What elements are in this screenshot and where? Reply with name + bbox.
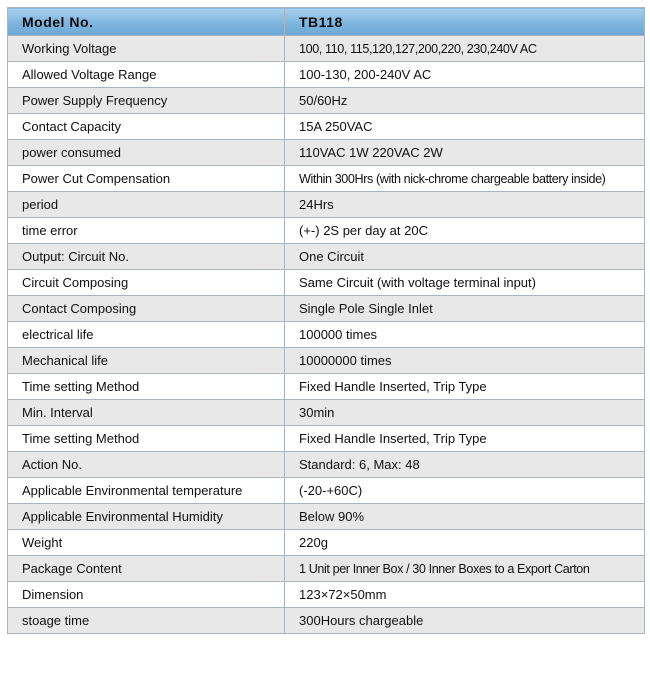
spec-label: Circuit Composing	[8, 270, 285, 296]
spec-label: Contact Composing	[8, 296, 285, 322]
table-row	[8, 244, 645, 270]
spec-value: 1 Unit per Inner Box / 30 Inner Boxes to a Export Carton	[285, 556, 645, 582]
spec-label: Action No.	[8, 452, 285, 478]
spec-value: 110VAC 1W 220VAC 2W	[285, 140, 645, 166]
spec-value: 100-130, 200-240V AC	[285, 62, 645, 88]
header-model-label: Model No.	[8, 8, 285, 36]
table-row	[8, 374, 645, 400]
spec-label: Mechanical life	[8, 348, 285, 374]
spec-value: (-20-+60C)	[285, 478, 645, 504]
table-row	[8, 608, 645, 634]
table-row	[8, 218, 645, 244]
table-row	[8, 348, 645, 374]
spec-value: 220g	[285, 530, 645, 556]
spec-value: 24Hrs	[285, 192, 645, 218]
spec-value: 30min	[285, 400, 645, 426]
table-header-row	[8, 8, 645, 36]
spec-label: power consumed	[8, 140, 285, 166]
spec-value: 15A 250VAC	[285, 114, 645, 140]
spec-label: Time setting Method	[8, 426, 285, 452]
table-row	[8, 192, 645, 218]
spec-value: 300Hours chargeable	[285, 608, 645, 634]
spec-label: Package Content	[8, 556, 285, 582]
spec-table	[7, 7, 645, 634]
spec-value: Single Pole Single Inlet	[285, 296, 645, 322]
table-row	[8, 270, 645, 296]
spec-label: Power Supply Frequency	[8, 88, 285, 114]
spec-value: Standard: 6, Max: 48	[285, 452, 645, 478]
spec-label: Allowed Voltage Range	[8, 62, 285, 88]
spec-label: period	[8, 192, 285, 218]
spec-label: Applicable Environmental Humidity	[8, 504, 285, 530]
spec-label: Weight	[8, 530, 285, 556]
spec-table-body	[8, 36, 645, 634]
spec-label: Power Cut Compensation	[8, 166, 285, 192]
spec-label: Working Voltage	[8, 36, 285, 62]
table-row	[8, 426, 645, 452]
spec-value: Fixed Handle Inserted, Trip Type	[285, 426, 645, 452]
spec-value: Within 300Hrs (with nick-chrome chargeable battery inside)	[285, 166, 645, 192]
spec-value: Below 90%	[285, 504, 645, 530]
table-row	[8, 400, 645, 426]
table-row	[8, 114, 645, 140]
spec-value: 100000 times	[285, 322, 645, 348]
table-row	[8, 556, 645, 582]
spec-value: 123×72×50mm	[285, 582, 645, 608]
table-row	[8, 88, 645, 114]
table-row	[8, 504, 645, 530]
table-row	[8, 166, 645, 192]
spec-label: stoage time	[8, 608, 285, 634]
spec-label: Output: Circuit No.	[8, 244, 285, 270]
table-row	[8, 530, 645, 556]
spec-value: 50/60Hz	[285, 88, 645, 114]
table-row	[8, 582, 645, 608]
table-row	[8, 140, 645, 166]
spec-value: 10000000 times	[285, 348, 645, 374]
table-row	[8, 322, 645, 348]
table-row	[8, 296, 645, 322]
spec-label: Time setting Method	[8, 374, 285, 400]
table-row	[8, 478, 645, 504]
spec-label: Applicable Environmental temperature	[8, 478, 285, 504]
header-model-value: TB118	[285, 8, 645, 36]
spec-label: Contact Capacity	[8, 114, 285, 140]
table-row	[8, 452, 645, 478]
spec-label: time error	[8, 218, 285, 244]
spec-value: 100, 110, 115,120,127,200,220, 230,240V AC	[285, 36, 645, 62]
table-row	[8, 36, 645, 62]
spec-label: Dimension	[8, 582, 285, 608]
spec-label: Min. Interval	[8, 400, 285, 426]
spec-label: electrical life	[8, 322, 285, 348]
spec-value: Fixed Handle Inserted, Trip Type	[285, 374, 645, 400]
spec-value: Same Circuit (with voltage terminal input)	[285, 270, 645, 296]
spec-value: (+-) 2S per day at 20C	[285, 218, 645, 244]
table-row	[8, 62, 645, 88]
spec-value: One Circuit	[285, 244, 645, 270]
